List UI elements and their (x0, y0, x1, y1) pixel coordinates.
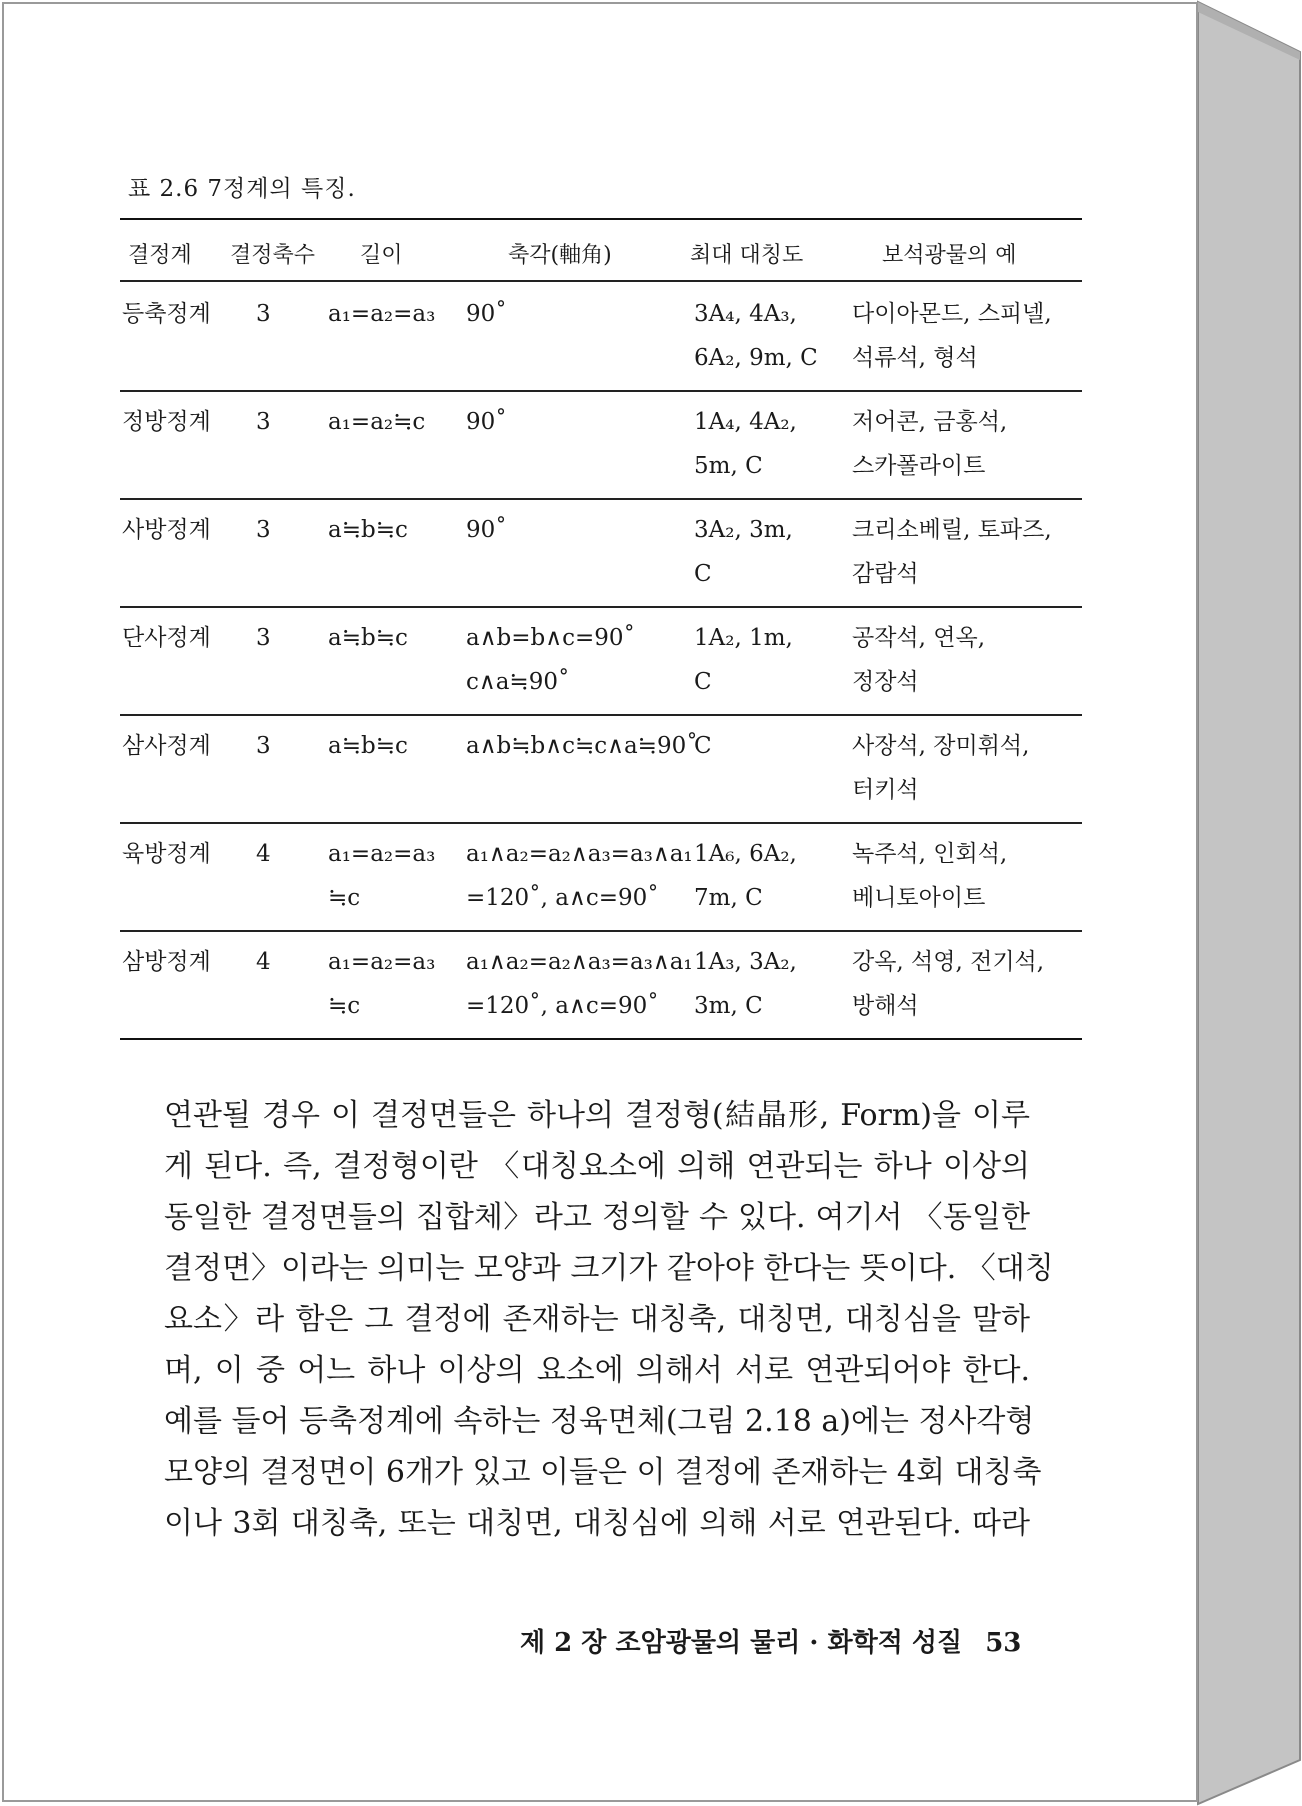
cell-system: 단사정계 (122, 625, 211, 651)
cell-examples: 베니토아이트 (852, 885, 986, 911)
paragraph (164, 1090, 1054, 1549)
cell-examples: 스카폴라이트 (852, 453, 986, 479)
header-examples: 보석광물의 예 (882, 243, 1017, 268)
cell-system: 삼방정계 (122, 949, 211, 975)
cell-length: ≒c (328, 885, 361, 911)
cell-symmetry: 7m, C (694, 885, 763, 911)
cell-axes: 4 (256, 949, 271, 975)
cell-examples: 사장석, 장미휘석, (852, 733, 1030, 759)
cell-axes: 3 (256, 409, 271, 435)
cell-examples: 석류석, 형석 (852, 345, 978, 371)
cell-system: 삼사정계 (122, 733, 211, 759)
cell-symmetry: 1A₄, 4A₂, (694, 409, 797, 435)
cell-axes: 4 (256, 841, 271, 867)
cell-angle: c∧a≒90˚ (466, 669, 570, 695)
cell-length: ≒c (328, 993, 361, 1019)
cell-examples: 강옥, 석영, 전기석, (852, 949, 1045, 975)
cell-symmetry: 6A₂, 9m, C (694, 345, 818, 371)
paragraph-line: 모양의 결정면이 6개가 있고 이들은 이 결정에 존재하는 4회 대칭축 (164, 1455, 1042, 1490)
cell-symmetry: 3A₂, 3m, (694, 517, 793, 543)
cell-examples: 방해석 (852, 993, 919, 1019)
cell-length: a≒b≒c (328, 733, 408, 759)
cell-examples: 녹주석, 인회석, (852, 841, 1008, 867)
cell-angle: a₁∧a₂=a₂∧a₃=a₃∧a₁ (466, 841, 693, 867)
cell-system: 육방정계 (122, 841, 211, 867)
cell-symmetry: C (694, 733, 712, 759)
table-top-rule (120, 218, 1082, 220)
cell-examples: 터키석 (852, 777, 919, 803)
cell-angle: a∧b≒b∧c≒c∧a≒90˚ (466, 733, 698, 759)
paragraph-line: 동일한 결정면들의 집합체〉라고 정의할 수 있다. 여기서 〈동일한 (164, 1200, 1030, 1235)
cell-length: a₁=a₂=a₃ (328, 841, 436, 867)
cell-examples: 크리소베릴, 토파즈, (852, 517, 1052, 543)
header-symmetry: 최대 대칭도 (690, 243, 804, 268)
cell-symmetry: 5m, C (694, 453, 763, 479)
row-rule (120, 714, 1082, 716)
cell-system: 정방정계 (122, 409, 211, 435)
cell-length: a≒b≒c (328, 517, 408, 543)
chapter-title: 제 2 장 조암광물의 물리 · 화학적 성질 (520, 1628, 963, 1658)
cell-system: 등축정계 (122, 301, 211, 327)
page-number: 53 (985, 1628, 1022, 1658)
cell-examples: 다이아몬드, 스피넬, (852, 301, 1052, 327)
cell-angle: 90˚ (466, 301, 507, 327)
cell-length: a₁=a₂=a₃ (328, 301, 436, 327)
table-caption: 표 2.6 7정계의 특징. (128, 176, 356, 202)
cell-examples: 감람석 (852, 561, 919, 587)
cell-angle: a₁∧a₂=a₂∧a₃=a₃∧a₁ (466, 949, 693, 975)
row-rule (120, 390, 1082, 392)
header-angle: 축각(軸角) (508, 243, 612, 268)
row-rule (120, 822, 1082, 824)
cell-symmetry: 1A₃, 3A₂, (694, 949, 797, 975)
cell-examples: 저어콘, 금홍석, (852, 409, 1008, 435)
cell-angle: a∧b=b∧c=90˚ (466, 625, 636, 651)
cell-axes: 3 (256, 733, 271, 759)
header-axes: 결정축수 (230, 243, 316, 268)
cell-symmetry: 3A₄, 4A₃, (694, 301, 797, 327)
paragraph-line: 결정면〉이라는 의미는 모양과 크기가 같아야 한다는 뜻이다. 〈대칭 (164, 1251, 1054, 1286)
cell-symmetry: 3m, C (694, 993, 763, 1019)
cell-symmetry: C (694, 669, 712, 695)
row-rule (120, 606, 1082, 608)
row-rule (120, 498, 1082, 500)
cell-length: a₁=a₂≒c (328, 409, 426, 435)
paragraph-line: 예를 들어 등축정계에 속하는 정육면체(그림 2.18 a)에는 정사각형 (164, 1404, 1035, 1439)
cell-angle: 90˚ (466, 409, 507, 435)
paragraph-line: 게 된다. 즉, 결정형이란 〈대칭요소에 의해 연관되는 하나 이상의 (164, 1149, 1030, 1184)
page-footer (520, 1622, 1021, 1659)
cell-examples: 정장석 (852, 669, 919, 695)
paragraph-line: 이나 3회 대칭축, 또는 대칭면, 대칭심에 의해 서로 연관된다. 따라 (164, 1506, 1030, 1541)
cell-axes: 3 (256, 625, 271, 651)
table-header-rule (120, 280, 1082, 282)
cell-length: a≒b≒c (328, 625, 408, 651)
paragraph-line: 며, 이 중 어느 하나 이상의 요소에 의해서 서로 연관되어야 한다. (164, 1353, 1030, 1388)
row-rule (120, 1038, 1082, 1040)
header-length: 길이 (360, 243, 403, 268)
cell-examples: 공작석, 연옥, (852, 625, 986, 651)
cell-axes: 3 (256, 301, 271, 327)
cell-angle: =120˚, a∧c=90˚ (466, 885, 659, 911)
paragraph-line: 요소〉라 함은 그 결정에 존재하는 대칭축, 대칭면, 대칭심을 말하 (164, 1302, 1030, 1337)
cell-angle: =120˚, a∧c=90˚ (466, 993, 659, 1019)
cell-symmetry: 1A₂, 1m, (694, 625, 793, 651)
cell-system: 사방정계 (122, 517, 211, 543)
cell-symmetry: C (694, 561, 712, 587)
cell-symmetry: 1A₆, 6A₂, (694, 841, 797, 867)
row-rule (120, 930, 1082, 932)
header-system: 결정계 (128, 243, 192, 268)
paragraph-line: 연관될 경우 이 결정면들은 하나의 결정형(結晶形, Form)을 이루 (164, 1098, 1030, 1133)
cell-axes: 3 (256, 517, 271, 543)
cell-length: a₁=a₂=a₃ (328, 949, 436, 975)
cell-angle: 90˚ (466, 517, 507, 543)
